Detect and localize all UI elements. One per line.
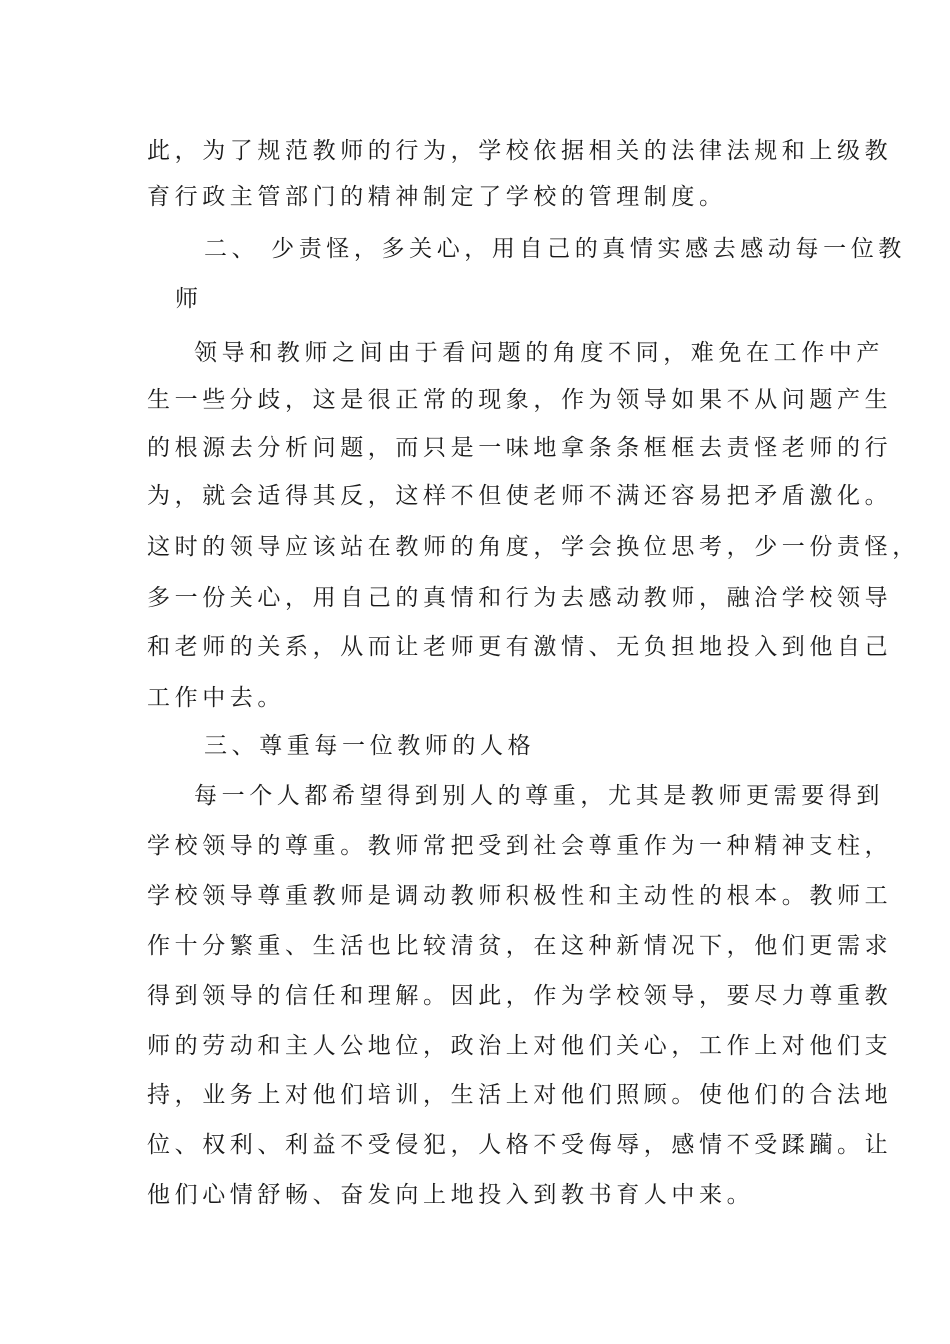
text-line: 和老师的关系，从而让老师更有激情、无负担地投入到他自己 [147,634,893,660]
text-line: 领导和教师之间由于看问题的角度不同，难免在工作中产 [194,340,884,366]
text-line: 的根源去分析问题，而只是一味地拿条条框框去责怪老师的行 [147,435,893,461]
text-line: 位、权利、利益不受侵犯，人格不受侮辱，感情不受蹂躏。让 [147,1132,893,1158]
text-line: 多一份关心，用自己的真情和行为去感动教师，融洽学校领导 [147,585,893,611]
text-line: 学校领导尊重教师是调动教师积极性和主动性的根本。教师工 [147,883,893,909]
section-heading-2: 二、 少责怪，多关心，用自己的真情实感去感动每一位教 [204,236,906,262]
text-line: 学校领导的尊重。教师常把受到社会尊重作为一种精神支柱， [147,833,893,859]
text-line: 持，业务上对他们培训，生活上对他们照顾。使他们的合法地 [147,1082,893,1108]
text-line: 每一个人都希望得到别人的尊重，尤其是教师更需要得到 [194,783,884,809]
section-heading-3: 三、尊重每一位教师的人格 [204,733,536,759]
text-line: 师的劳动和主人公地位，政治上对他们关心，工作上对他们支 [147,1033,893,1059]
text-line: 为，就会适得其反，这样不但使老师不满还容易把矛盾激化。 [147,483,893,509]
text-line: 工作中去。 [147,685,285,711]
text-line: 得到领导的信任和理解。因此，作为学校领导，要尽力尊重教 [147,983,893,1009]
text-line: 这时的领导应该站在教师的角度，学会换位思考，少一份责怪， [147,534,920,560]
text-line: 作十分繁重、生活也比较清贫，在这种新情况下，他们更需求 [147,933,893,959]
text-line: 育行政主管部门的精神制定了学校的管理制度。 [147,184,727,210]
text-line: 生一些分歧，这是很正常的现象，作为领导如果不从问题产生 [147,387,893,413]
text-line: 他们心情舒畅、奋发向上地投入到教书育人中来。 [147,1182,755,1208]
section-heading-2-cont: 师 [175,286,203,312]
text-line: 此，为了规范教师的行为，学校依据相关的法律法规和上级教 [147,138,893,164]
